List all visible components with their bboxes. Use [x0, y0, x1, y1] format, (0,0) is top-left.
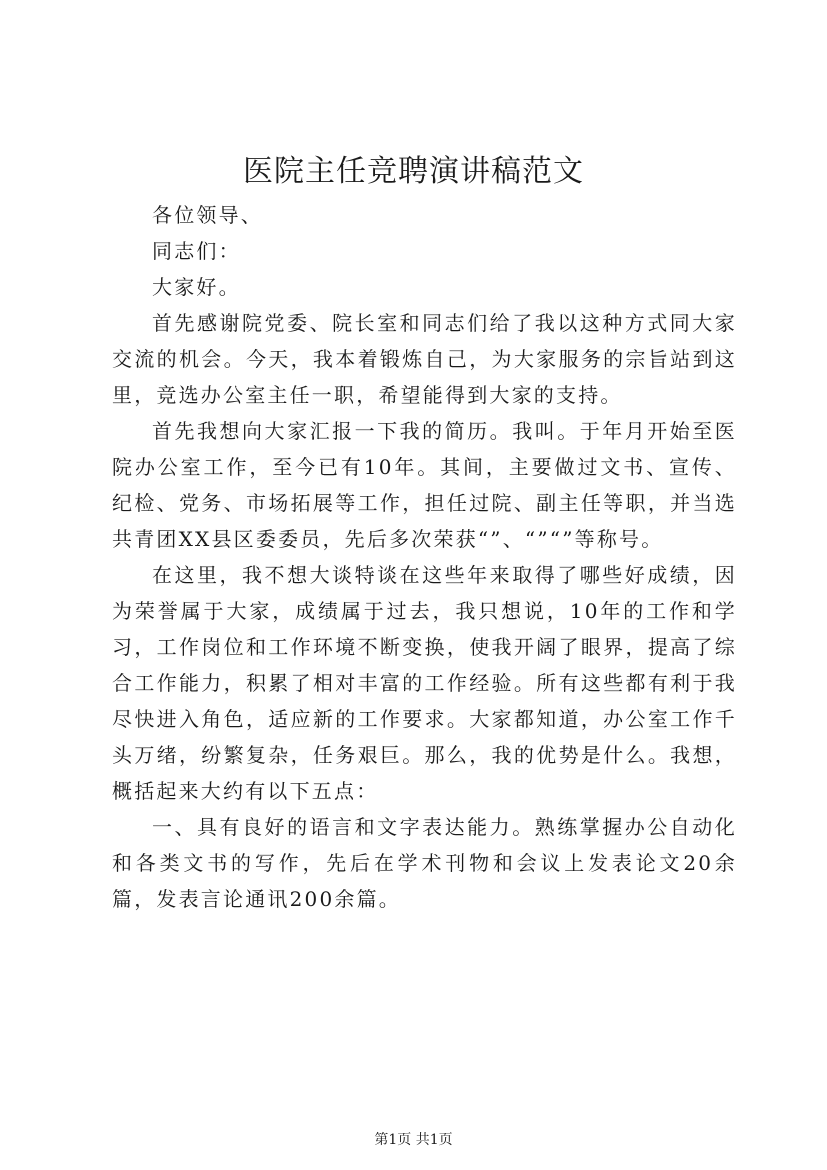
document-body — [112, 197, 737, 917]
salutation-comrades: 同志们： — [152, 239, 241, 263]
page-number-footer: 第1页 共1页 — [374, 1132, 453, 1148]
paragraph-experience: 在这里，我不想大谈特谈在这些年来取得了哪些好成绩，因为荣誉属于大家，成绩属于过去，我只想说，10年的工作和学习，工作岗位和工作环境不断变换，使我开阔了眼界，提高了综合工作能力，积累了相对丰富的工作经验。所有这些都有利于我尽快进入角色，适应新的工作要求。大家都知道，办公室工作千头万绪，纷繁复杂，任务艰巨。那么，我的优势是什么。我想，概括起来大约有以下五点： — [112, 563, 737, 803]
document-title: 医院主任竞聘演讲稿范文 — [243, 154, 584, 189]
paragraph-advantage-one: 一、具有良好的语言和文字表达能力。熟练掌握办公自动化和各类文书的写作，先后在学术刊物和会议上发表论文20余篇，发表言论通讯200余篇。 — [112, 815, 737, 911]
greeting: 大家好。 — [152, 275, 241, 299]
salutation-leaders: 各位领导、 — [152, 203, 263, 227]
paragraph-thanks: 首先感谢院党委、院长室和同志们给了我以这种方式同大家交流的机会。今天，我本着锻炼自己，为大家服务的宗旨站到这里，竞选办公室主任一职，希望能得到大家的支持。 — [112, 311, 737, 407]
paragraph-resume: 首先我想向大家汇报一下我的简历。我叫。于年月开始至医院办公室工作，至今已有10年。其间，主要做过文书、宣传、纪检、党务、市场拓展等工作，担任过院、副主任等职，并当选共青团XX县区委委员，先后多次荣获“”、“”“”等称号。 — [112, 419, 737, 551]
